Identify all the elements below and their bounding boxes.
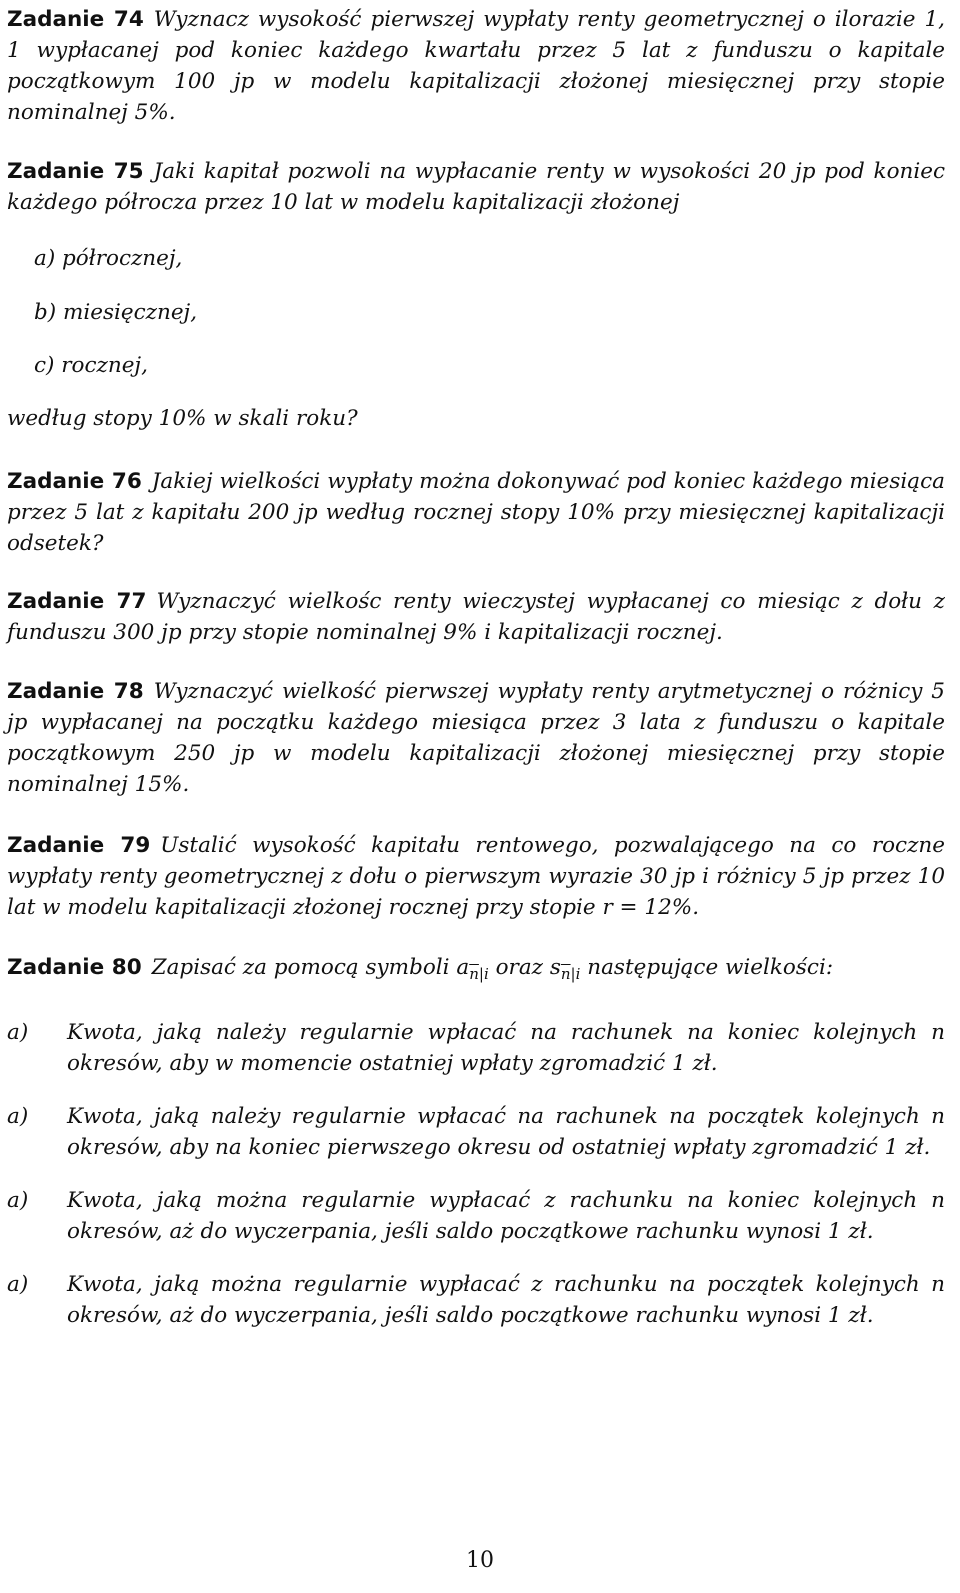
problem-closing: według stopy 10% w skali roku? xyxy=(7,406,358,431)
list-item: a) Kwota, jaką należy regularnie wpłacać na rachunek na początek kolejnych n okresów, aby na koniec pierwszego okresu od ostatniej wpłaty zgromadzić 1 zł. xyxy=(7,1104,945,1160)
list-item: a) Kwota, jaką można regularnie wypłacać z rachunku na koniec kolejnych n okresów, aż do wyczerpania, jeśli saldo początkowe rachunku wynosi 1 zł. xyxy=(7,1188,945,1244)
problem-text-mid: oraz xyxy=(495,955,543,980)
list-item: a) Kwota, jaką można regularnie wypłacać z rachunku na początek kolejnych n okresów, aż do wyczerpania, jeśli saldo początkowe rachunku wynosi 1 zł. xyxy=(7,1272,945,1328)
problem-label: Zadanie 78 xyxy=(7,679,144,704)
problem-79 xyxy=(7,830,945,923)
problem-label: Zadanie 76 xyxy=(7,469,142,494)
problem-78 xyxy=(7,676,945,800)
problem-label: Zadanie 75 xyxy=(7,159,144,184)
problem-75 xyxy=(7,156,945,218)
annuity-symbol-a: $a_{\overline{n}|i}$ xyxy=(456,955,489,983)
page-number: 10 xyxy=(466,1548,494,1573)
problem-text: Jakiej wielkości wypłaty można dokonywać pod koniec każdego miesiąca przez 5 lat z kapitału 200 jp według rocznej stopy 10% przy miesięcznej kapitalizacji odsetek? xyxy=(7,469,945,556)
problem-text: Wyznacz wysokość pierwszej wypłaty renty geometrycznej o ilorazie 1, 1 wypłacanej pod koniec każdego kwartału przez 5 lat z funduszu o kapitale początkowym 100 jp w modelu kapitalizacji złożonej miesięcznej przy stopie nominalnej 5%. xyxy=(7,7,945,125)
list-item: a) półrocznej, xyxy=(34,246,183,271)
problem-74 xyxy=(7,4,945,128)
list-item: c) rocznej, xyxy=(34,353,148,378)
problem-text: Wyznaczyć wielkość pierwszej wypłaty renty arytmetycznej o różnicy 5 jp wypłacanej na początku każdego miesiąca przez 3 lata z funduszu o kapitale początkowym 250 jp w modelu kapitalizacji złożonej miesięcznej przy stopie nominalnej 15%. xyxy=(7,679,945,797)
problem-label: Zadanie 77 xyxy=(7,589,147,614)
problem-text: Wyznaczyć wielkośc renty wieczystej wypłacanej co miesiąc z dołu z funduszu 300 jp przy stopie nominalnej 9% i kapitalizacji rocznej. xyxy=(7,589,945,645)
problem-label: Zadanie 79 xyxy=(7,833,151,858)
list-item: a) Kwota, jaką należy regularnie wpłacać na rachunek na koniec kolejnych n okresów, aby w momencie ostatniej wpłaty zgromadzić 1 zł. xyxy=(7,1020,945,1076)
problem-text-after: następujące wielkości: xyxy=(587,955,834,980)
problem-text: Jaki kapitał pozwoli na wypłacanie renty w wysokości 20 jp pod koniec każdego półrocza przez 10 lat w modelu kapitalizacji złożonej xyxy=(7,159,945,215)
annuity-symbol-s: $s_{\overline{n}|i}$ xyxy=(549,955,581,983)
problem-text-before: Zapisać za pomocą symboli xyxy=(151,955,450,980)
problem-label: Zadanie 80 xyxy=(7,955,142,980)
problem-label: Zadanie 74 xyxy=(7,7,144,32)
problem-77 xyxy=(7,586,945,648)
problem-80 xyxy=(7,952,945,990)
problem-text: Ustalić wysokość kapitału rentowego, pozwalającego na co roczne wypłaty renty geometrycznej z dołu o pierwszym wyrazie 30 jp i różnicy 5 jp przez 10 lat w modelu kapitalizacji złożonej rocznej przy stopie r = 12%. xyxy=(7,833,945,920)
problem-76 xyxy=(7,466,945,559)
list-item: b) miesięcznej, xyxy=(34,300,198,325)
